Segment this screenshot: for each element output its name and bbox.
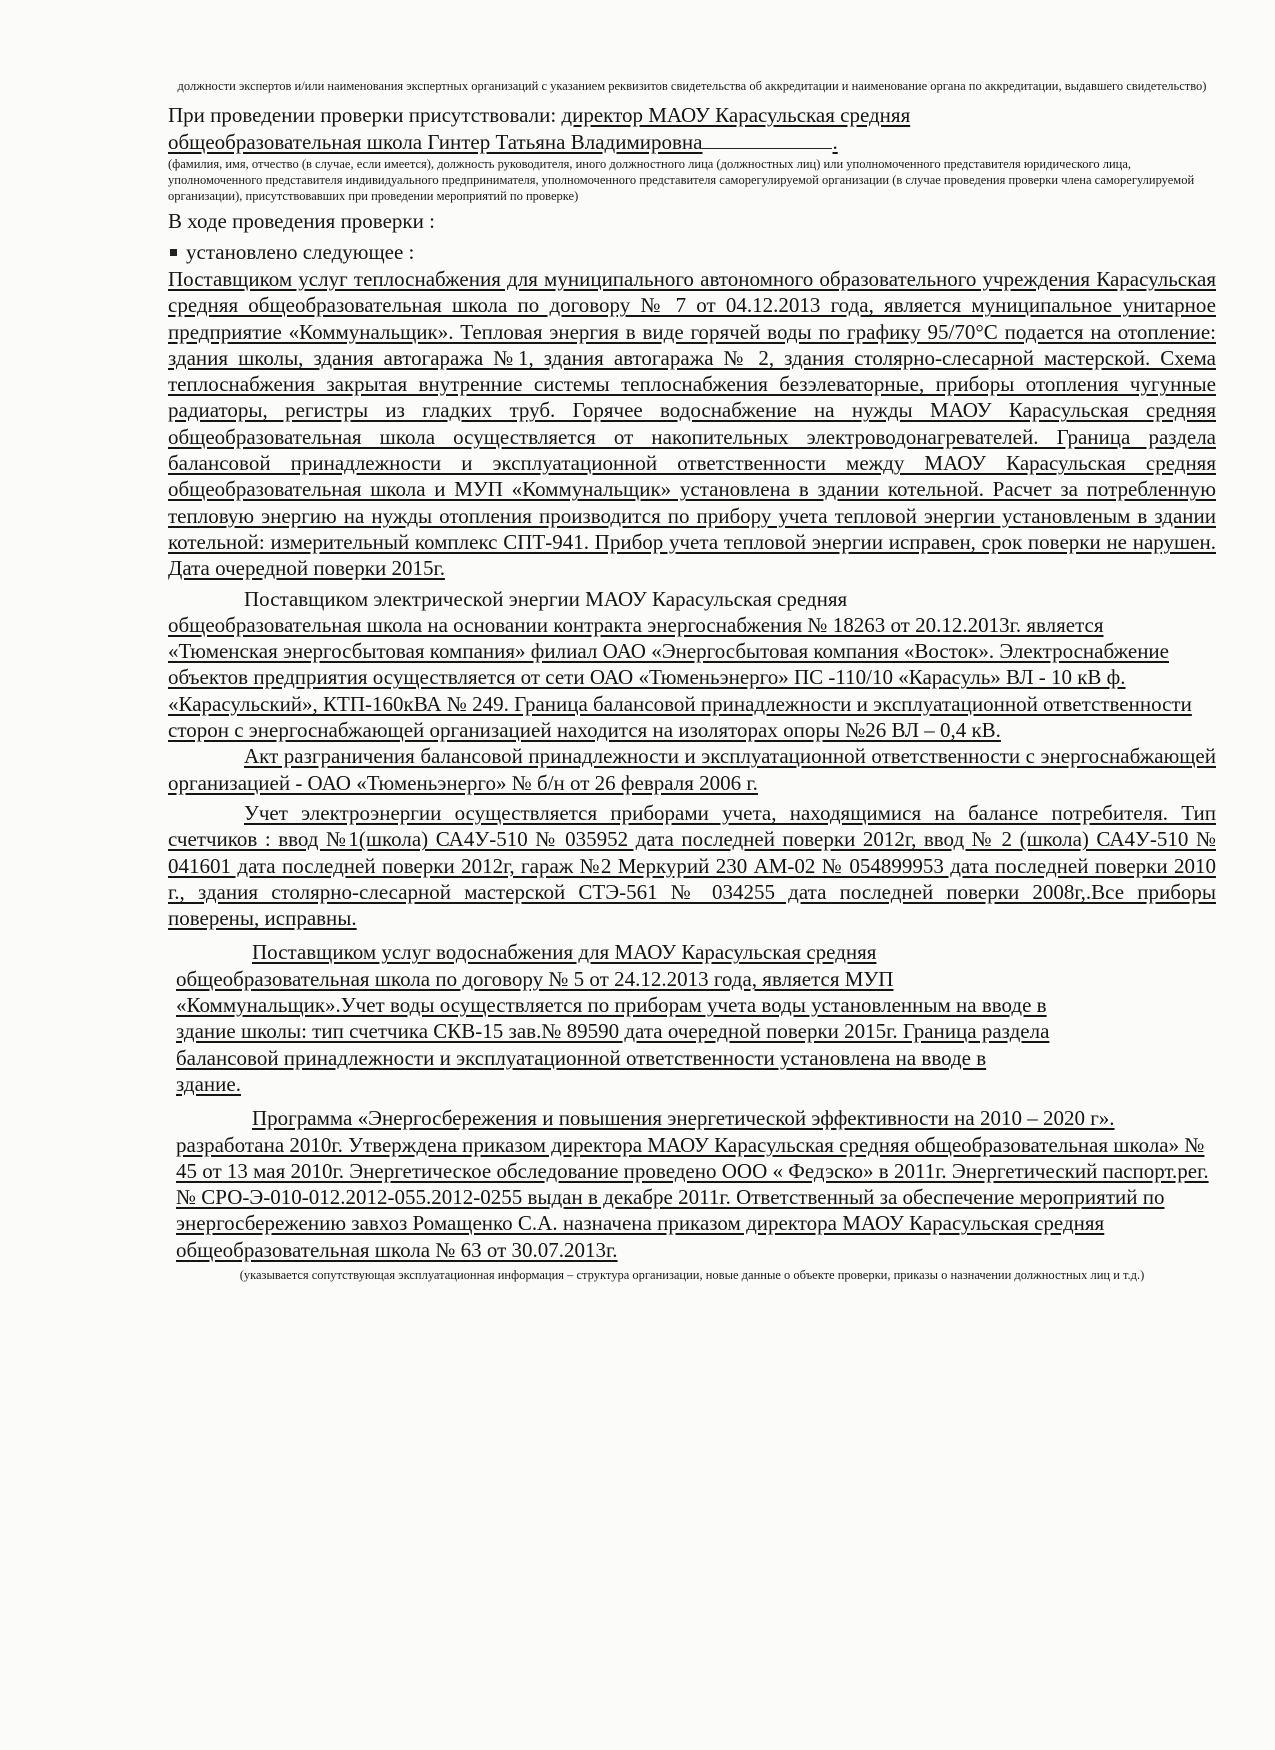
document-body xyxy=(168,78,1216,1283)
present-note: (фамилия, имя, отчество (в случае, если имеется), должность руководителя, иного должностного лица (должностных лиц) или уполномоченного представителя юридического лица, уполномоченного представителя индивидуального предпринимателя, уполномоченного представителя саморегулируемой организации (в случае проведения проверки члена саморегулируемой организации), присутствовавших при проведении мероприятий по проверке) xyxy=(168,157,1195,203)
present-value-1: директор МАОУ Карасульская средняя xyxy=(561,103,911,127)
act-paragraph: Акт разграничения балансовой принадлежности и эксплуатационной ответственности с энергоснабжающей организацией - ОАО «Тюменьэнерго» № б/н от 26 февраля 2006 г. xyxy=(168,744,1216,795)
water-supply-paragraph: общеобразовательная школа по договору № 5 от 24.12.2013 года, является МУП «Коммунальщик».Учет воды осуществляется по приборам учета воды установленным на вводе в здание школы: тип счетчика СКВ-15 зав.№ 89590 дата очередной поверки 2015г. Граница раздела балансовой принадлежности и эксплуатационной ответственности установлена на вводе в здание. xyxy=(176,966,1050,1096)
electric-supply-line-1: Поставщиком электрической энергии МАОУ Карасульская средняя xyxy=(244,586,848,611)
present-label: При проведении проверки присутствовали: xyxy=(168,103,557,127)
electric-supply-paragraph: общеобразовательная школа на основании контракта энергоснабжения № 18263 от 20.12.2013г. является «Тюменская энергосбытовая компания» филиал ОАО «Энергосбытовая компания «Восток». Электроснабжение объектов предприятия осуществляется от сети ОАО «Тюменьэнерго» ПС -110/10 «Карасуль» ВЛ - 10 кВ ф. «Карасульский», КТП-160кВА № 249. Граница балансовой принадлежности и эксплуатационной ответственности сторон с энергоснабжающей организацией находится на изоляторах опоры №26 ВЛ – 0,4 кВ. xyxy=(168,612,1192,743)
fill-line xyxy=(702,130,832,149)
during-heading: В ходе проведения проверки : xyxy=(168,209,435,233)
metering-paragraph: Учет электроэнергии осуществляется приборами учета, находящимися на балансе потребителя. Тип счетчиков : ввод №1(школа) СА4У-510 № 035952 дата последней поверки 2012г, ввод № 2 (школа) СА4У-510 № 041601 дата последней поверки 2012г, гараж №2 Меркурий 230 АМ-02 № 054899953 дата последней поверки 2010 г., здания столярно-слесарной мастерской СТЭ-561 № 034255 дата последней поверки 2008г,.Все приборы поверены, исправны. xyxy=(168,800,1216,931)
energy-program-paragraph: Программа «Энергосбережения и повышения энергетической эффективности на 2010 – 2020 г». разработана 2010г. Утверждена приказом директора МАОУ Карасульская средняя общеобразовательная школа» № 45 от 13 мая 2010г. Энергетическое обследование проведено ООО « Федэско» в 2011г. Энергетический паспорт.рег. № СРО-Э-010-012.2012-055.2012-0255 выдан в декабре 2011г. Ответственный за обеспечение мероприятий по энергосбережению завхоз Ромащенко С.А. назначена приказом директора МАОУ Карасульская средняя общеобразовательная школа № 63 от 30.07.2013г. xyxy=(176,1106,1209,1262)
heat-supply-paragraph: Поставщиком услуг теплоснабжения для муниципального автономного образовательного учреждения Карасульская средняя общеобразовательная школа по договору № 7 от 04.12.2013 года, является муниципальное унитарное предприятие «Коммунальщик». Тепловая энергия в виде горячей воды по графику 95/70°С подается на отопление: здания школы, здания автогаража №1, здания автогаража № 2, здания столярно-слесарной мастерской. Схема теплоснабжения закрытая внутренние системы теплоснабжения безэлеваторные, приборы отопления чугунные радиаторы, регистры из гладких труб. Горячее водоснабжение на нужды МАОУ Карасульская средняя общеобразовательная школа осуществляется от накопительных электроводонагревателей. Граница раздела балансовой принадлежности и эксплуатационной ответственности между МАОУ Карасульская средняя общеобразовательная школа и МУП «Коммунальщик» установлена в здании котельной. Расчет за потребленную тепловую энергию на нужды отопления производится по прибору учета тепловой энергии установленым в здании котельной: измерительный комплекс СПТ-941. Прибор учета тепловой энергии исправен, срок поверки не нарушен. Дата очередной поверки 2015г. xyxy=(168,267,1216,581)
present-line-1 xyxy=(168,102,1216,129)
square-bullet-icon xyxy=(170,249,177,256)
water-supply-line-1: Поставщиком услуг водоснабжения для МАОУ Карасульская средняя xyxy=(252,940,877,965)
experts-note: должности экспертов и/или наименования экспертных организаций с указанием реквизитов свидетельства об аккредитации и наименование органа по аккредитации, выдавшего свидетельство) xyxy=(177,79,1207,93)
established-item xyxy=(168,239,1216,266)
established-label: установлено следующее : xyxy=(186,240,415,264)
present-line-2: общеобразовательная школа Гинтер Татьяна Владимировна . xyxy=(168,130,838,154)
present-value-2: общеобразовательная школа Гинтер Татьяна Владимировна xyxy=(168,130,703,154)
bottom-note: (указывается сопутствующая эксплуатационная информация – структура организации, новые данные о объекте проверки, приказы о назначении должностных лиц и т.д.) xyxy=(239,1267,1145,1282)
